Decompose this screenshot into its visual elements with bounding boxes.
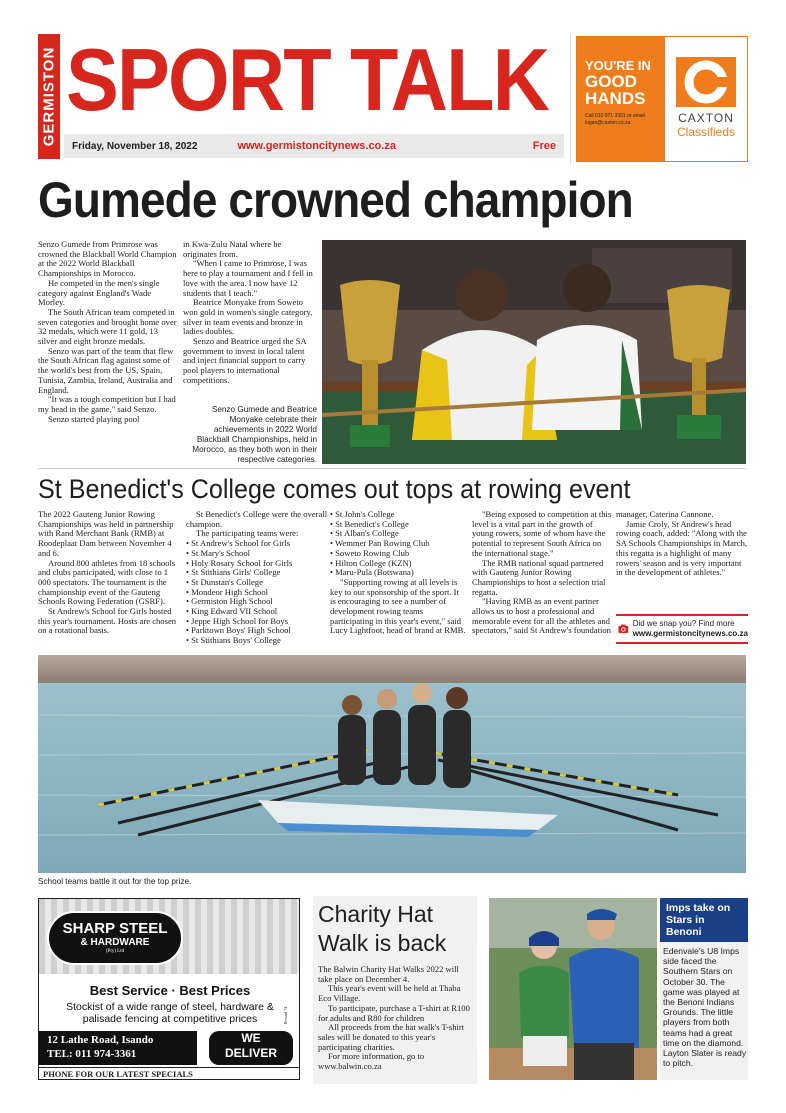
team-list-item: • St Stithians Girls' College (186, 567, 281, 578)
ad-steel-address-block (39, 1031, 197, 1065)
story3-para: The Balwin Charity Hat Walks 2022 will take place on December 4. (318, 964, 459, 984)
divider (38, 468, 746, 469)
ad-brand-sub: Classifieds (676, 125, 736, 139)
team-list-item: • St John's College (330, 509, 395, 519)
team-list-item: • St Mary's School (186, 547, 250, 558)
story2-column-3 (330, 510, 466, 636)
issue-date: Friday, November 18, 2022 (72, 140, 198, 152)
story4-body: Edenvale's U8 Imps side faced the Southern Stars on October 30. The game was played at the Benoni Indians Grounds. The little players from both teams had a great time on the diamond. Layton Slater is ready to pitch. (663, 946, 747, 1069)
story2-para: manager, Caterina Cannone. (616, 509, 714, 519)
story1-headline: Gumede crowned champion (38, 172, 633, 228)
story2-para: Jamie Croly, St Andrew's head rowing coach, added: "Along with the SA Schools Championships in March, this regatta is a highlight of many rowers' season and is very important in the development of athletes." (616, 518, 748, 578)
masthead-title: SPORT TALK (66, 30, 549, 129)
story2-para: "Supporting rowing at all levels is key to our sponsorship of the sport. It is encouraging to see a number of development rowing teams participating in this year's event," said Lucy Lightfoot, head of brand at RMB. (330, 576, 466, 636)
story1-para: He competed in the men's single category against England's Wade Morley. (38, 277, 160, 308)
pool-champions-photo (322, 240, 746, 464)
story1-para: Beatrice Monyake from Soweto won gold in women's single category, silver in team events and bronze in ladies doubles. (183, 297, 313, 337)
ad-orange-panel (577, 37, 665, 161)
story2-headline: St Benedict's College comes out tops at rowing event (38, 474, 631, 504)
story3-body (318, 965, 474, 1072)
story2-para: The participating teams were: (196, 528, 299, 539)
team-list-item: • Germiston High School (186, 596, 273, 607)
story1-para: in Kwa-Zulu Natal where he originates from. (183, 239, 282, 259)
masthead-divider (570, 34, 571, 164)
story2-para: Around 800 athletes from 18 schools and clubs participated, with close to 1 000 spectators. The tournament is the championship event of the Gauteng Schools Rowing Federation (GSRF). (38, 557, 176, 607)
masthead-vertical-label: GERMISTON (38, 34, 60, 159)
story1-para: Senzo Gumede from Primrose was crowned the Blackball World Champion at the 2022 World Blackball Championships in Morocco. (38, 239, 177, 279)
team-list-item: • Wemmer Pan Rowing Club (330, 538, 430, 549)
ad-steel-logo (47, 911, 183, 965)
story1-para: "When I came to Primrose, I was here to play a tournament and I fell in love with the area. I now have 12 students that I teach." (183, 258, 313, 298)
ad-steel-deliver-1: WE (241, 1031, 261, 1045)
story1-column-2 (183, 240, 317, 386)
team-list-item: • Parktown Boys' High School (186, 625, 291, 636)
price-label: Free (532, 140, 556, 152)
story1-para: Senzo and Beatrice urged the SA government to invest in local talent and inject financial support to carry pool players to international competitions. (183, 336, 307, 385)
ad-steel-tel: TEL: 011 974-3361 (47, 1048, 137, 1060)
story1-caption: Senzo Gumede and Beatrice Monyake celebrate their achievements in 2022 World Blackball Championships, held in Morocco, as they both won in their respective categories. (192, 405, 317, 464)
story2-para: The RMB national squad partnered with Gauteng Junior Rowing Championships to host a selection trial regatta. (472, 557, 606, 597)
story2-column-5 (616, 510, 748, 578)
ad-steel-ref: Reward 74 (283, 1006, 289, 1025)
ad-line1: YOU'RE IN (585, 58, 651, 73)
team-list-item: • Jeppe High School for Boys (186, 615, 289, 626)
team-list-item: • Mondeor High School (186, 586, 269, 597)
story2-column-2 (186, 510, 328, 646)
ad-steel-headline: Best Service · Best Prices (89, 983, 251, 998)
sharp-steel-ad[interactable] (38, 898, 300, 1080)
dateline-bar (64, 134, 564, 158)
ad-steel-name: SHARP STEEL (62, 920, 168, 937)
ad-steel-address: 12 Lathe Road, Isando (47, 1034, 154, 1046)
story3-headline: Charity Hat Walk is back (318, 901, 447, 956)
rowing-photo (38, 655, 746, 873)
caxton-logo-icon (676, 57, 736, 107)
story1-para: Senzo was part of the team that flew the South African flag against some of the world's best from the US, Spain, Tunisia, Zambia, Ireland, Australia and England. (38, 345, 174, 395)
team-list-item: • St Stithians Boys' College (186, 635, 281, 646)
ad-contact: Call 010 971 3301 or email logan@caxton.co.za (585, 113, 645, 126)
team-list-item: • Holy Rosary School for Girls (186, 557, 293, 568)
story3-para: For more information, go to www.balwin.co.za (318, 1051, 425, 1072)
story2-para: "Having RMB as an event partner allows us to host a professional and memorable event for all the athletes and spectators," said St Andrew's foundation (472, 596, 611, 636)
ad-logo-panel (665, 37, 747, 161)
snap-gallery-link[interactable] (616, 614, 748, 644)
story2-para: St Andrew's School for Girls hosted this year's tournament. Hosts are chosen on a rotational basis. (38, 606, 177, 636)
story1-para: "It was a tough competition but I had my head in the game," said Senzo. (38, 394, 176, 414)
story3-para: All proceeds from the hat walk's T-shirt sales will be donated to this year's participating charities. (318, 1022, 465, 1052)
ad-steel-footer: PHONE FOR OUR LATEST SPECIALS (39, 1067, 300, 1080)
camera-icon (618, 618, 629, 640)
snap-prompt: Did we snap you? Find more (632, 619, 735, 628)
team-list-item: • St Andrew's School for Girls (186, 538, 291, 549)
story2-column-4 (472, 510, 612, 636)
team-list-item: • Maru-Pula (Botswana) (330, 567, 414, 578)
snap-url[interactable]: www.germistoncitynews.co.za (632, 629, 748, 638)
ad-brand: CAXTON (678, 111, 734, 125)
caxton-classifieds-ad[interactable] (576, 36, 748, 162)
website-link[interactable]: www.germistoncitynews.co.za (237, 140, 396, 152)
ad-steel-name-2: & HARDWARE (80, 937, 150, 948)
baseball-photo (489, 898, 657, 1080)
story1-para: Senzo started playing pool (48, 413, 140, 424)
ad-steel-body: Stockist of a wide range of steel, hardware & palisade fencing at competitive prices (66, 1001, 274, 1025)
ad-steel-pty: (Pty) Ltd (105, 949, 125, 954)
ad-steel-deliver-2: DELIVER (224, 1046, 277, 1060)
story2-para: The 2022 Gauteng Junior Rowing Championships was held in partnership with Rand Merchant Bank (RMB) at Roodeplaat Dam between November 4 and 6. (38, 509, 174, 558)
team-list-item: • Soweto Rowing Club (330, 547, 410, 558)
team-list-item: • St Alban's College (330, 528, 399, 539)
story4-headline: Imps take on Stars in Benoni (660, 898, 748, 942)
story2-para: St Benedict's College were the overall champion. (186, 509, 328, 529)
ad-steel-deliver (209, 1031, 293, 1065)
ad-line3: HANDS (585, 89, 646, 108)
story1-para: The South African team competed in seven categories and brought home over 32 medals, which were 11 gold, 13 silver and eight bronze medals. (38, 306, 177, 347)
ad-line2: GOOD (585, 72, 637, 91)
story3-para: To participate, purchase a T-shirt at R100 for adults and R80 for children (318, 1002, 470, 1023)
rowing-caption: School teams battle it out for the top prize. (38, 877, 192, 886)
story3-para: This year's event will be held at Thaba Eco Village. (318, 983, 461, 1004)
story1-column-1 (38, 240, 178, 424)
team-list-item: • St Dunstan's College (186, 576, 263, 587)
team-list-item: • King Edward VII School (186, 606, 278, 617)
story2-column-1 (38, 510, 180, 636)
story2-para: "Being exposed to competition at this level is a vital part in the growth of young rowers, some of whom have the potential to represent South Africa on the international stage." (472, 509, 612, 558)
team-list-item: • St Benedict's College (330, 518, 409, 529)
team-list-item: • Hilton College (KZN) (330, 557, 412, 568)
